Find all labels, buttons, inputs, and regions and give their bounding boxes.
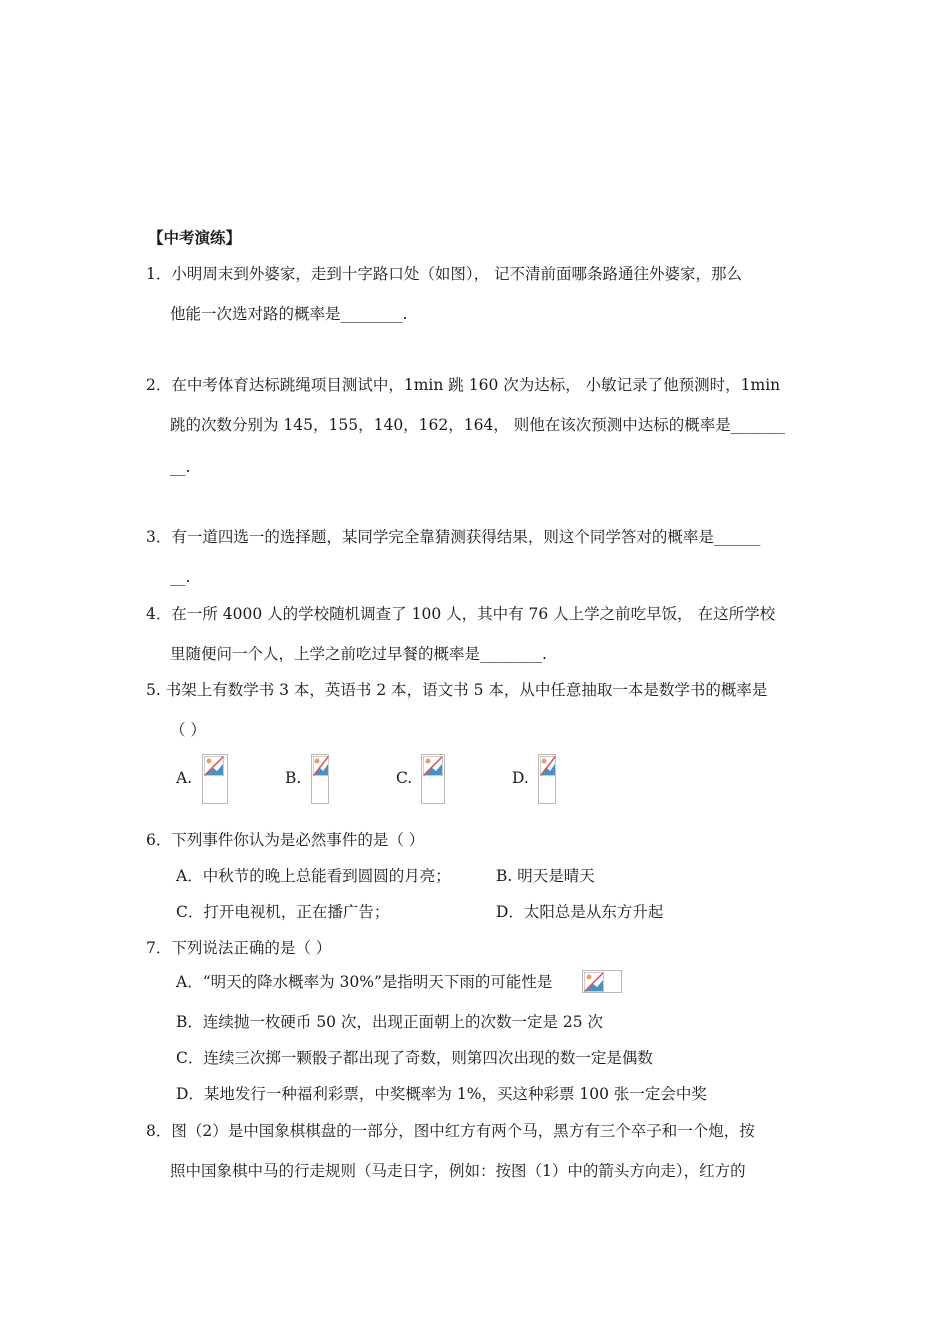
q7-stem: 7．下列说法正确的是（ ） <box>146 939 332 957</box>
q5-option-b-label: B. <box>285 769 302 787</box>
q2-line3: __. <box>170 458 191 476</box>
section-title: 【中考演练】 <box>148 228 242 247</box>
q4-line1: 4．在一所 4000 人的学校随机调查了 100 人，其中有 76 人上学之前吃早饭， 在这所学校 <box>146 605 776 623</box>
q2-line2: 跳的次数分别为 145，155，140，162，164， 则他在该次预测中达标的概率是_______ <box>170 416 786 434</box>
q8-line1: 8．图（2）是中国象棋棋盘的一部分，图中红方有两个马，黑方有三个卒子和一个炮，按 <box>146 1122 755 1140</box>
q6-option-a: A．中秋节的晚上总能看到圆圆的月亮； <box>176 867 451 885</box>
q5-option-a-label: A. <box>176 769 193 787</box>
q7-option-c: C．连续三次掷一颗骰子都出现了奇数，则第四次出现的数一定是偶数 <box>176 1049 653 1067</box>
q1-line1: 1．小明周末到外婆家，走到十字路口处（如图）， 记不清前面哪条路通往外婆家，那么 <box>146 265 743 283</box>
q5-option-d-label: D. <box>512 769 529 787</box>
q6-stem: 6．下列事件你认为是必然事件的是（ ） <box>146 831 425 849</box>
broken-image-icon <box>421 754 445 804</box>
q7-option-a: A．“明天的降水概率为 30%”是指明天下雨的可能性是 <box>176 973 553 991</box>
q5-option-c-label: C. <box>396 769 413 787</box>
q6-option-b: B. 明天是晴天 <box>496 867 595 885</box>
broken-image-icon <box>538 754 556 804</box>
q6-option-d: D．太阳总是从东方升起 <box>496 903 664 921</box>
q5-line1: 5. 书架上有数学书 3 本，英语书 2 本，语文书 5 本，从中任意抽取一本是数学书的概率是 <box>146 681 768 699</box>
q3-line1: 3．有一道四选一的选择题，某同学完全靠猜测获得结果，则这个同学答对的概率是______ <box>146 528 761 546</box>
broken-image-icon <box>582 970 622 993</box>
broken-image-icon <box>202 754 228 804</box>
q3-line2: __. <box>170 568 191 586</box>
q5-line2: （ ） <box>170 721 206 739</box>
q2-line1: 2．在中考体育达标跳绳项目测试中，1min 跳 160 次为达标， 小敏记录了他预测时，1min <box>146 376 781 394</box>
q7-option-b: B．连续抛一枚硬币 50 次，出现正面朝上的次数一定是 25 次 <box>176 1013 604 1031</box>
q1-line2: 他能一次选对路的概率是________. <box>170 305 408 323</box>
q6-option-c: C．打开电视机，正在播广告； <box>176 903 390 921</box>
q8-line2: 照中国象棋中马的行走规则（马走日字，例如：按图（1）中的箭头方向走），红方的 <box>170 1162 746 1180</box>
broken-image-icon <box>311 754 329 804</box>
q7-option-d: D．某地发行一种福利彩票，中奖概率为 1%，买这种彩票 100 张一定会中奖 <box>176 1085 707 1103</box>
q4-line2: 里随便问一个人，上学之前吃过早餐的概率是________. <box>170 645 547 663</box>
